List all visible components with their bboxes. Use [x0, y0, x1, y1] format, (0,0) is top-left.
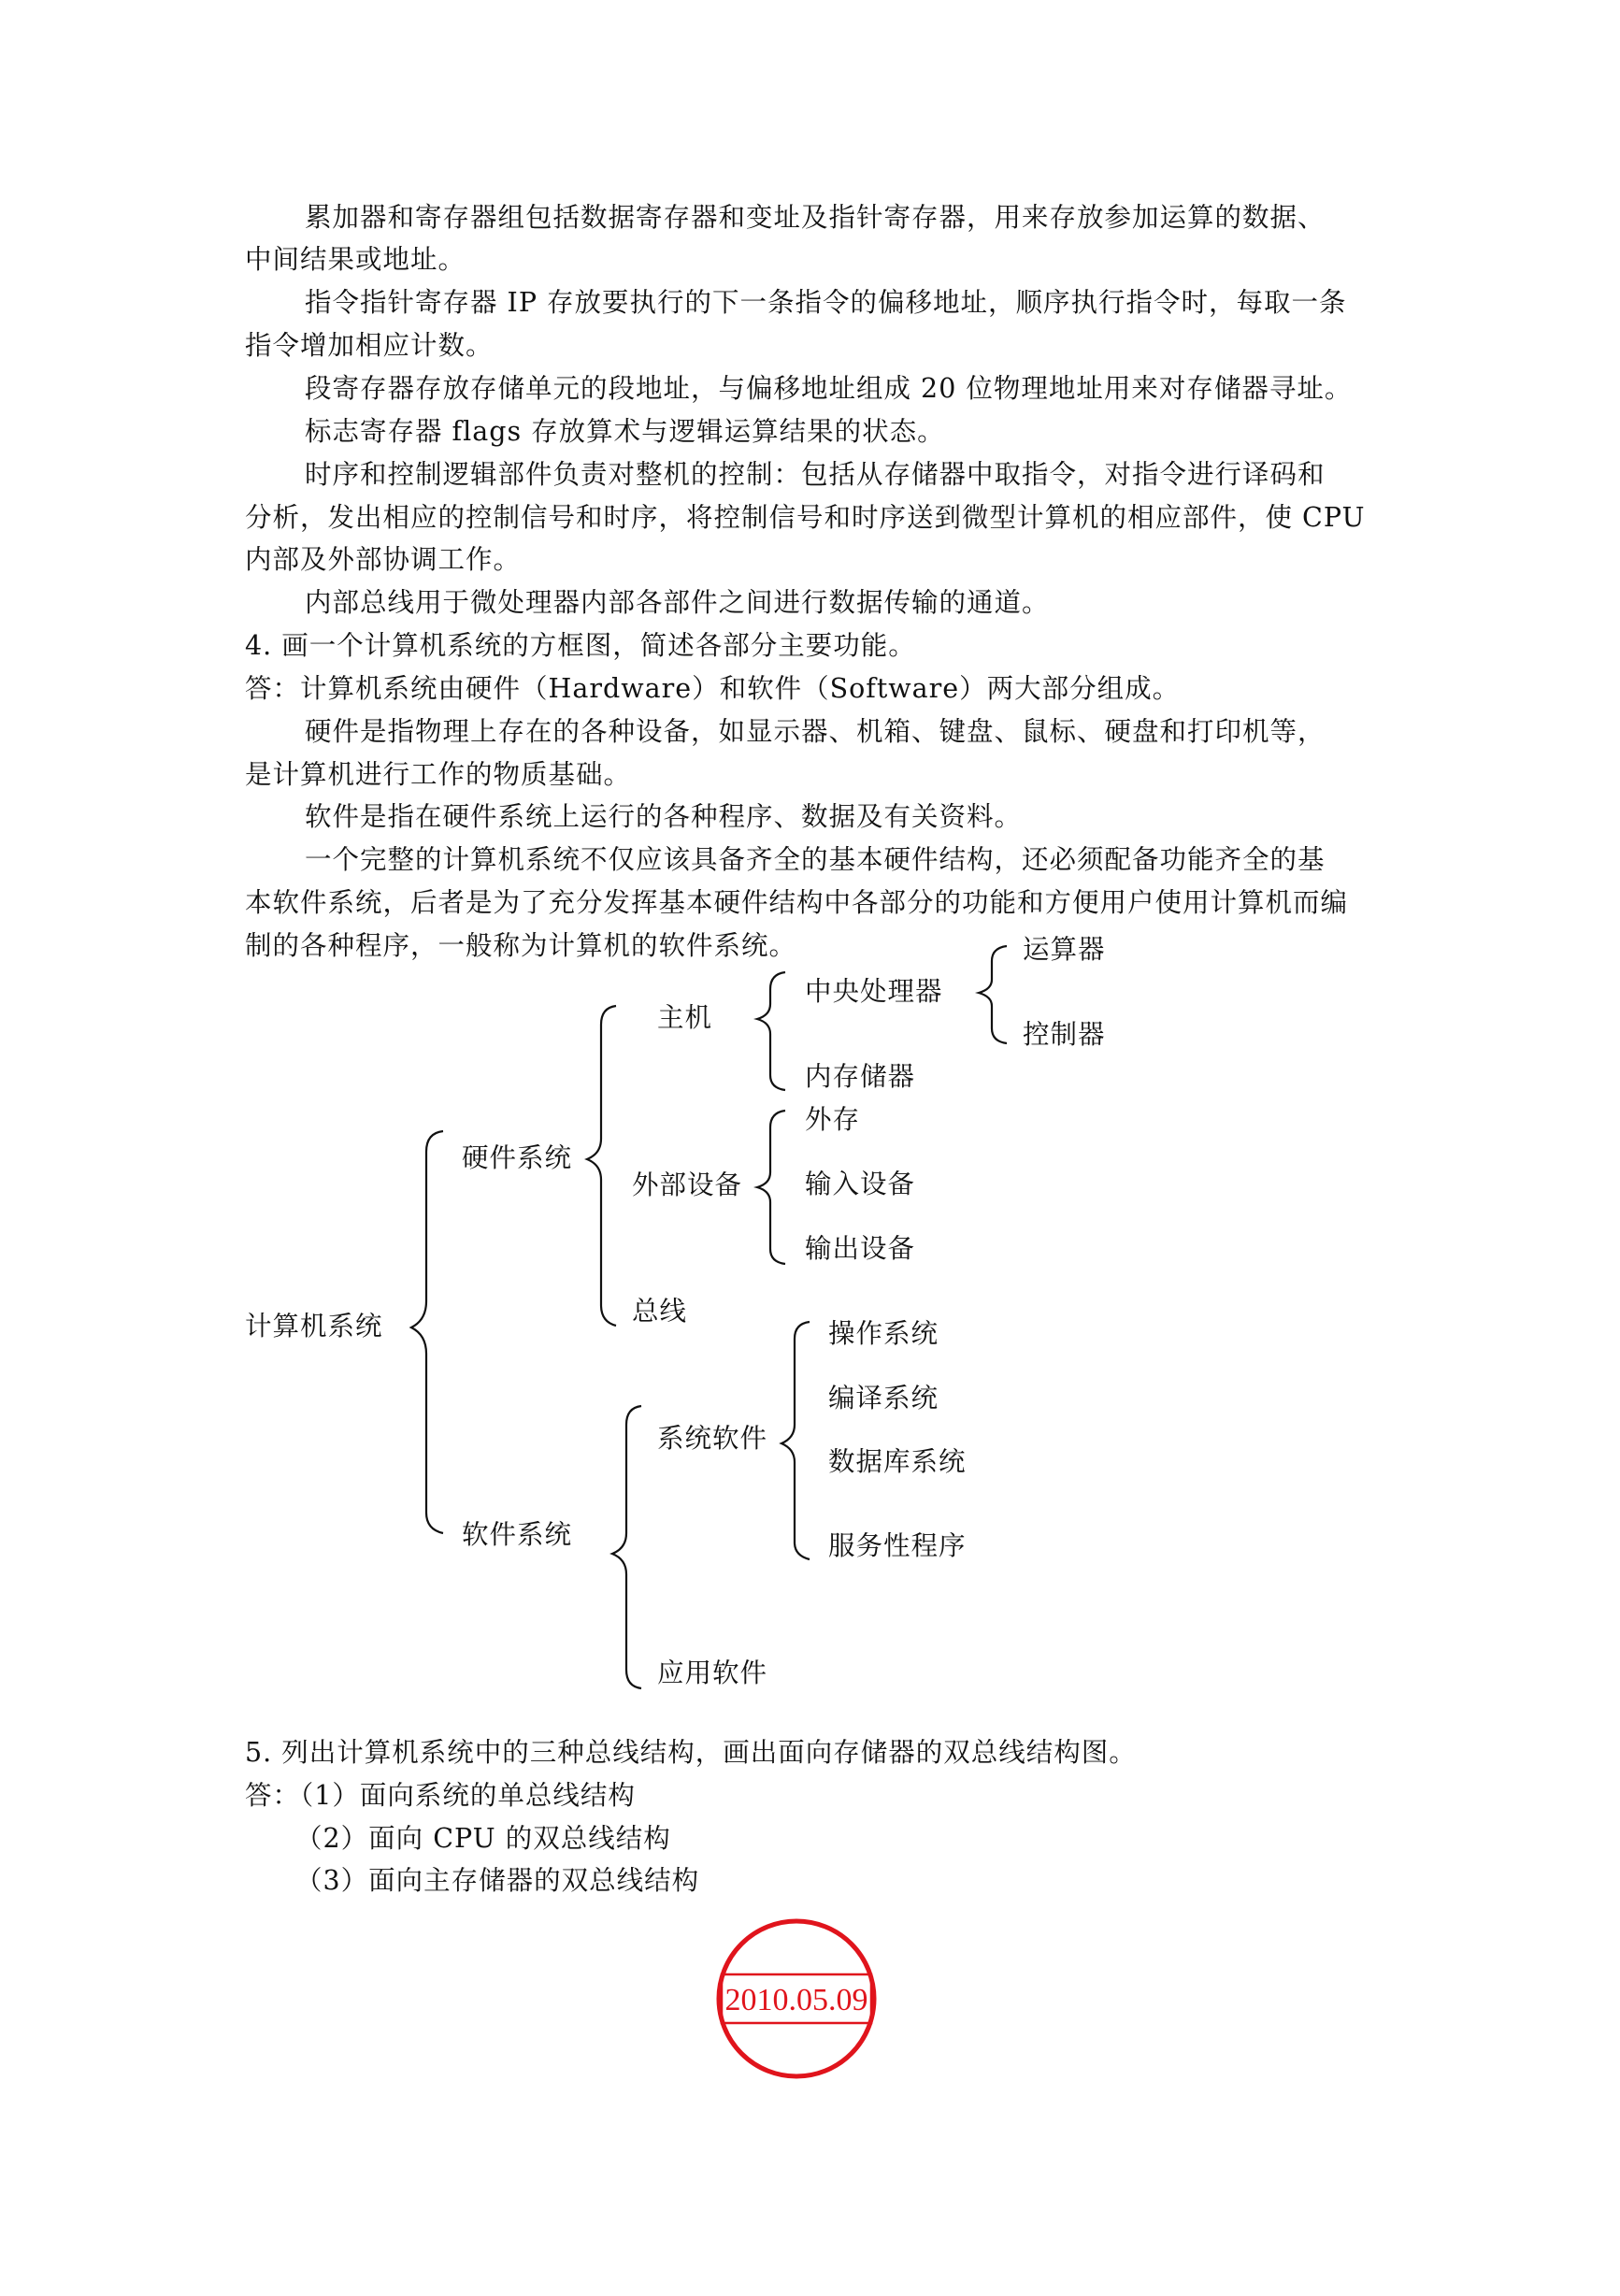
tree-node-output-device: 输出设备	[805, 1233, 916, 1264]
tree-node-bus: 总线	[632, 1296, 688, 1327]
tree-node-compiler: 编译系统	[828, 1383, 939, 1413]
answer-5-item-2: （2）面向 CPU 的双总线结构	[295, 1823, 671, 1854]
paragraph-hardware-line2: 是计算机进行工作的物质基础。	[245, 759, 632, 790]
tree-node-alu: 运算器	[1023, 934, 1106, 965]
paragraph-flags-register: 标志寄存器 flags 存放算术与逻辑运算结果的状态。	[305, 416, 945, 447]
tree-node-root: 计算机系统	[245, 1311, 383, 1342]
tree-node-os: 操作系统	[828, 1318, 939, 1349]
paragraph-timing-line3: 内部及外部协调工作。	[245, 544, 522, 575]
tree-node-system-software: 系统软件	[657, 1423, 768, 1454]
peripherals-brace	[757, 1111, 785, 1264]
paragraph-software: 软件是指在硬件系统上运行的各种程序、数据及有关资料。	[305, 801, 1023, 832]
tree-node-controller: 控制器	[1023, 1019, 1106, 1050]
question-5: 5. 列出计算机系统中的三种总线结构，画出面向存储器的双总线结构图。	[245, 1737, 1137, 1768]
tree-node-database: 数据库系统	[828, 1446, 967, 1477]
answer-5-item-3: （3）面向主存储器的双总线结构	[295, 1865, 700, 1896]
paragraph-complete-system-line2: 本软件系统，后者是为了充分发挥基本硬件结构中各部分的功能和方便用户使用计算机而编	[245, 887, 1349, 918]
paragraph-timing-line1: 时序和控制逻辑部件负责对整机的控制：包括从存储器中取指令，对指令进行译码和	[305, 459, 1326, 490]
stamp-date: 2010.05.09	[724, 1983, 868, 2017]
tree-node-external-storage: 外存	[805, 1104, 861, 1135]
tree-node-application-software: 应用软件	[657, 1657, 768, 1688]
cpu-brace	[979, 946, 1007, 1043]
paragraph-complete-system-line1: 一个完整的计算机系统不仅应该具备齐全的基本硬件结构，还必须配备功能齐全的基	[305, 844, 1326, 875]
tree-node-memory: 内存储器	[805, 1061, 916, 1092]
paragraph-ip-line1: 指令指针寄存器 IP 存放要执行的下一条指令的偏移地址，顺序执行指令时，每取一条	[305, 287, 1347, 318]
software-brace	[612, 1406, 641, 1688]
date-stamp	[712, 1915, 881, 2083]
paragraph-accumulator-line2: 中间结果或地址。	[245, 244, 466, 275]
paragraph-complete-system-line3: 制的各种程序，一般称为计算机的软件系统。	[245, 930, 797, 961]
root-brace	[411, 1131, 443, 1533]
tree-node-peripherals: 外部设备	[632, 1170, 743, 1200]
tree-node-service: 服务性程序	[828, 1530, 967, 1561]
tree-node-host: 主机	[657, 1002, 713, 1033]
hardware-brace	[587, 1006, 616, 1326]
host-brace	[757, 972, 785, 1090]
system-software-brace	[781, 1322, 810, 1559]
tree-node-software: 软件系统	[462, 1519, 573, 1550]
paragraph-internal-bus: 内部总线用于微处理器内部各部件之间进行数据传输的通道。	[305, 587, 1050, 618]
paragraph-accumulator-line1: 累加器和寄存器组包括数据寄存器和变址及指针寄存器，用来存放参加运算的数据、	[305, 202, 1326, 233]
paragraph-segment-register: 段寄存器存放存储单元的段地址，与偏移地址组成 20 位物理地址用来对存储器寻址。	[305, 373, 1353, 404]
paragraph-ip-line2: 指令增加相应计数。	[245, 330, 494, 361]
paragraph-timing-line2: 分析，发出相应的控制信号和时序，将控制信号和时序送到微型计算机的相应部件，使 CPU	[245, 502, 1366, 533]
tree-node-input-device: 输入设备	[805, 1169, 916, 1199]
paragraph-hardware-line1: 硬件是指物理上存在的各种设备，如显示器、机箱、键盘、鼠标、硬盘和打印机等，	[305, 716, 1326, 747]
question-4: 4. 画一个计算机系统的方框图，简述各部分主要功能。	[245, 630, 916, 661]
answer-4: 答：计算机系统由硬件（Hardware）和软件（Software）两大部分组成。	[245, 673, 1181, 704]
answer-5-item-1: 答：（1）面向系统的单总线结构	[245, 1780, 636, 1811]
tree-node-hardware: 硬件系统	[462, 1142, 573, 1173]
tree-node-cpu: 中央处理器	[805, 976, 943, 1007]
